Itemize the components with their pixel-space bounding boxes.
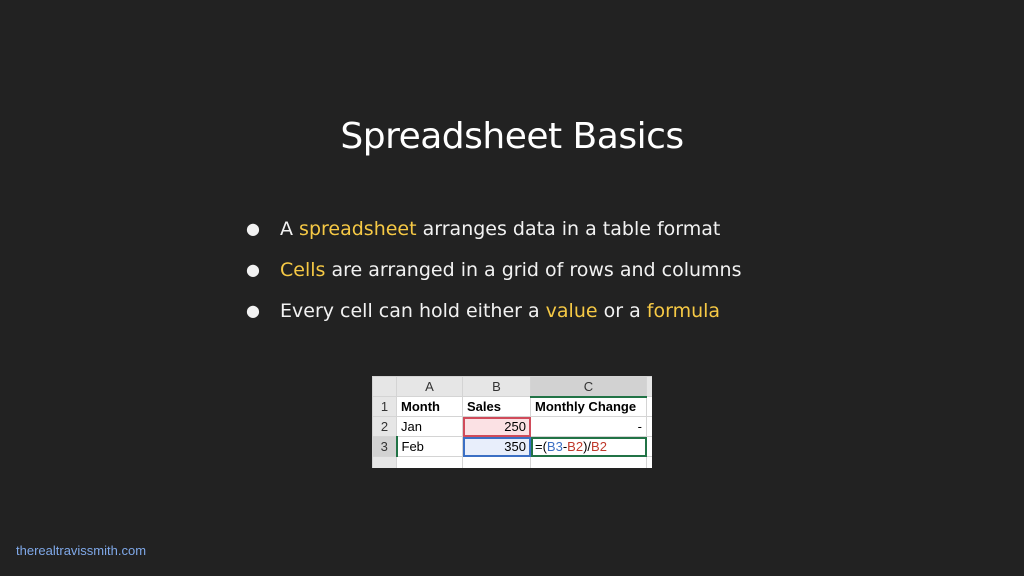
row-number: 3 (373, 437, 397, 457)
row-number: 2 (373, 417, 397, 437)
formula-part: )/ (583, 439, 592, 454)
bullet-icon: ● (246, 219, 260, 238)
cell-b3: 350 (463, 437, 531, 457)
bullet-highlight: formula (646, 300, 721, 322)
bullet-text: A (280, 218, 300, 240)
spreadsheet-image (372, 376, 652, 468)
column-header-d (647, 377, 653, 397)
bullet-item (246, 294, 741, 335)
column-header-c: C (531, 377, 647, 397)
cell-d2 (647, 417, 653, 437)
bullet-text: Every cell can hold either a (280, 300, 546, 322)
footer-site-link[interactable]: therealtravissmith.com (16, 543, 147, 558)
cell-d1 (647, 397, 653, 417)
cell-b1: Sales (463, 397, 531, 417)
cell-a4 (397, 457, 463, 469)
table-row (373, 397, 653, 417)
cell-a3: Feb (397, 437, 463, 457)
bullet-icon: ● (246, 301, 260, 320)
formula-part: - (562, 439, 568, 454)
bullet-icon: ● (246, 260, 260, 279)
column-header-a: A (397, 377, 463, 397)
spreadsheet-grid (372, 376, 652, 468)
table-row (373, 417, 653, 437)
column-header-b: B (463, 377, 531, 397)
bullet-text: are arranged in a grid of rows and columns (325, 259, 742, 281)
slide-title: Spreadsheet Basics (340, 116, 684, 157)
cell-c4 (531, 457, 647, 469)
formula-part: =( (535, 439, 547, 454)
table-row (373, 457, 653, 469)
bullet-highlight: Cells (280, 259, 326, 281)
bullet-highlight: value (545, 300, 598, 322)
row-number: 1 (373, 397, 397, 417)
table-row (373, 437, 653, 457)
formula-ref-b3: B3 (546, 439, 563, 454)
formula-ref-b2: B2 (567, 439, 584, 454)
bullet-item (246, 212, 741, 253)
corner-cell (373, 377, 397, 397)
cell-c2: - (531, 417, 647, 437)
cell-d4 (647, 457, 653, 469)
cell-c3-formula (531, 437, 647, 457)
bullet-highlight: spreadsheet (299, 218, 417, 240)
cell-b2: 250 (463, 417, 531, 437)
bullet-text: or a (597, 300, 647, 322)
column-header-row (373, 377, 653, 397)
bullet-list (246, 212, 741, 335)
bullet-text: arranges data in a table format (416, 218, 721, 240)
cell-a2: Jan (397, 417, 463, 437)
row-number (373, 457, 397, 469)
cell-a1: Month (397, 397, 463, 417)
cell-c1: Monthly Change (531, 397, 647, 417)
formula-ref-b2: B2 (591, 439, 607, 454)
cell-d3 (647, 437, 653, 457)
cell-b4 (463, 457, 531, 469)
bullet-item (246, 253, 741, 294)
